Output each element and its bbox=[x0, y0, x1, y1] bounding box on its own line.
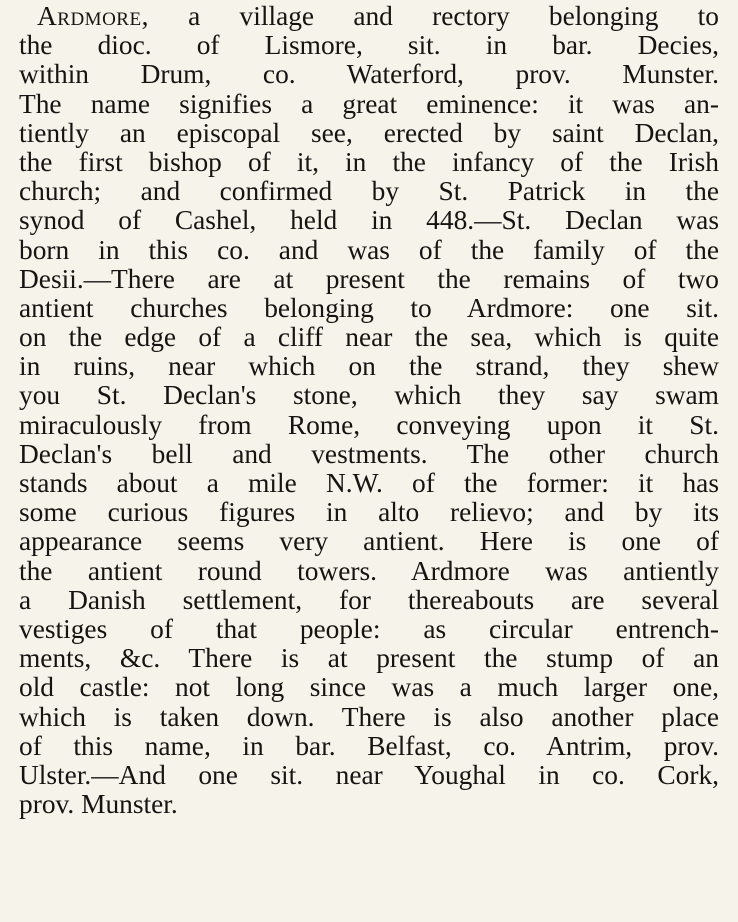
text-line: within Drum, co. Waterford, prov. Munster. bbox=[19, 60, 719, 90]
text-line: you St. Declan's stone, which they say swam bbox=[19, 381, 719, 411]
text-line: of this name, in bar. Belfast, co. Antrim, prov. bbox=[19, 731, 719, 761]
text-line: The name signifies a great eminence: it was an- bbox=[19, 89, 719, 119]
text-line: Ulster.—And one sit. near Youghal in co. Cork, bbox=[19, 760, 719, 790]
text-line: the antient round towers. Ardmore was antiently bbox=[19, 556, 719, 586]
text-line: Declan's bell and vestments. The other church bbox=[19, 439, 719, 469]
text-line: on the edge of a cliff near the sea, which is quite bbox=[19, 323, 719, 353]
text-line: antient churches belonging to Ardmore: one sit. bbox=[19, 293, 719, 323]
text-line: the dioc. of Lismore, sit. in bar. Decies, bbox=[19, 31, 719, 61]
text-line: born in this co. and was of the family of the bbox=[19, 235, 719, 265]
text-line: in ruins, near which on the strand, they shew bbox=[19, 352, 719, 382]
text-line: the first bishop of it, in the infancy of the Irish bbox=[19, 147, 719, 177]
text-line: vestiges of that people: as circular entrench- bbox=[19, 614, 719, 644]
gazetteer-entry-ardmore bbox=[19, 2, 719, 819]
text-line: Ardmore, a village and rectory belonging to bbox=[37, 2, 719, 31]
text-line: church; and confirmed by St. Patrick in the bbox=[19, 177, 719, 207]
cropped-next-line bbox=[0, 906, 738, 922]
text-line: a Danish settlement, for thereabouts are several bbox=[19, 585, 719, 615]
text-line: old castle: not long since was a much larger one, bbox=[19, 673, 719, 703]
text-line: some curious figures in alto relievo; and by its bbox=[19, 498, 719, 528]
text-line: synod of Cashel, held in 448.—St. Declan was bbox=[19, 206, 719, 236]
text-line: tiently an episcopal see, erected by saint Declan, bbox=[19, 118, 719, 148]
entry-headword: Ardmore, bbox=[37, 2, 149, 31]
text-line: ments, &c. There is at present the stump of an bbox=[19, 644, 719, 674]
text-line: Desii.—There are at present the remains of two bbox=[19, 264, 719, 294]
text-line: stands about a mile N.W. of the former: it has bbox=[19, 469, 719, 498]
text-line: which is taken down. There is also another place bbox=[19, 702, 719, 732]
text-line: prov. Munster. bbox=[19, 790, 178, 820]
text-line: appearance seems very antient. Here is one of bbox=[19, 527, 719, 557]
text-line: miraculously from Rome, conveying upon it St. bbox=[19, 410, 719, 440]
